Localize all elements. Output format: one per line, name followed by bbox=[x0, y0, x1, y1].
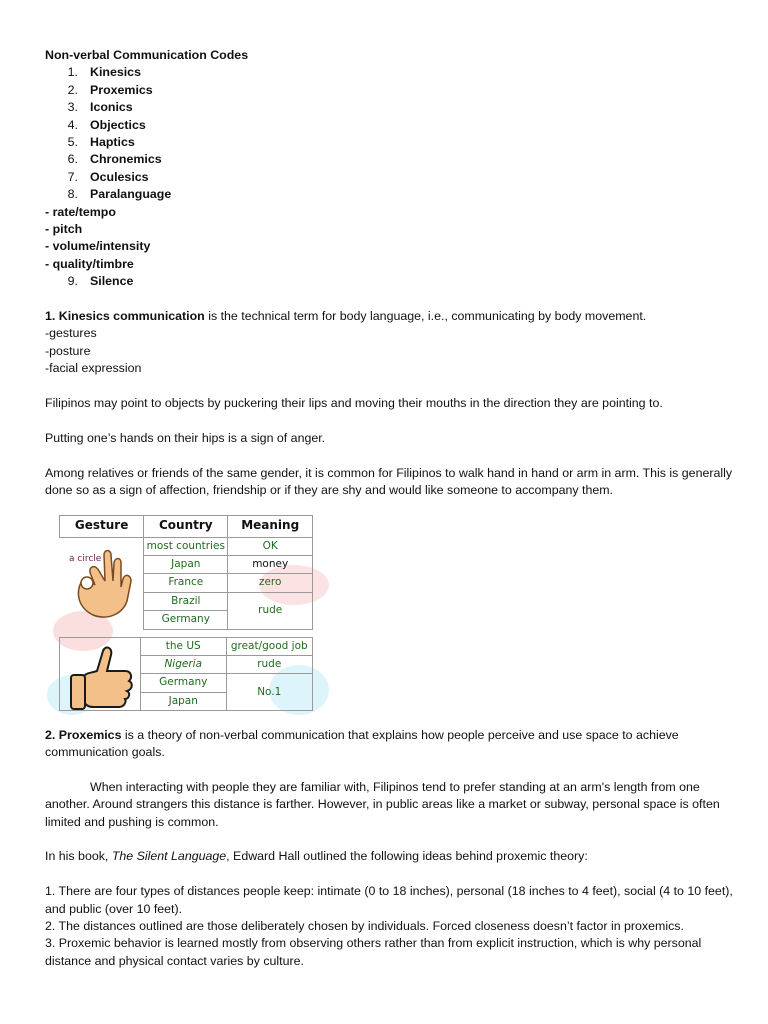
kinesics-item: -posture bbox=[45, 343, 91, 358]
table-cell: zero bbox=[228, 574, 313, 592]
table-cell: France bbox=[144, 574, 228, 592]
gesture-caption: a circle bbox=[69, 553, 102, 564]
column-header: Gesture bbox=[60, 515, 144, 537]
thumbs-up-gesture-icon bbox=[63, 643, 141, 713]
proxemics-paragraph: In his book, The Silent Language, Edward Hall outlined the following ideas behind proxemic theory: bbox=[45, 849, 588, 864]
table-cell: great/good job bbox=[226, 637, 312, 655]
list-item: 9. Silence bbox=[67, 274, 134, 289]
list-item: 3. Iconics bbox=[67, 100, 133, 115]
paralanguage-item: - rate/tempo bbox=[45, 204, 116, 219]
book-title: The Silent Language bbox=[111, 849, 227, 864]
proxemic-idea: 2. The distances outlined are those deliberately chosen by individuals. Forced closeness doesn’t factor in proxemics. bbox=[45, 918, 684, 933]
table-cell: money bbox=[228, 555, 313, 573]
table-cell: Germany bbox=[140, 674, 226, 692]
ok-hand-gesture-icon bbox=[65, 541, 141, 623]
table-cell: Nigeria bbox=[140, 655, 226, 673]
proxemic-idea: 1. There are four types of distances people keep: intimate (0 to 18 inches), personal (18 inches to 4 feet), social (4 to 10 feet), and public (over 10 feet). bbox=[45, 884, 733, 916]
paralanguage-item: - pitch bbox=[45, 222, 83, 237]
table-cell: Japan bbox=[140, 692, 226, 710]
list-item: 7. Oculesics bbox=[67, 169, 149, 184]
paralanguage-item: - volume/intensity bbox=[45, 239, 151, 254]
table-cell: Japan bbox=[144, 555, 228, 573]
list-item: 2. Proxemics bbox=[67, 82, 153, 97]
proxemic-idea: 3. Proxemic behavior is learned mostly from observing others rather than from explicit instruction, which is why personal distance and physical contact varies by culture. bbox=[45, 936, 702, 968]
codes-list bbox=[45, 64, 735, 203]
column-header: Meaning bbox=[228, 515, 313, 537]
list-item: 8. Paralanguage bbox=[67, 187, 172, 202]
table-cell: the US bbox=[140, 637, 226, 655]
table-cell: Germany bbox=[144, 611, 228, 629]
kinesics-paragraph: Filipinos may point to objects by puckering their lips and moving their mouths in the direction they are pointing to. bbox=[45, 396, 663, 411]
column-header: Country bbox=[144, 515, 228, 537]
proxemics-paragraph: When interacting with people they are familiar with, Filipinos tend to prefer standing at an arm's length from one another. Around strangers this distance is farther. However, in public areas like a market or subway, personal space is often limited and pushing is common. bbox=[45, 779, 720, 829]
table-cell: rude bbox=[226, 655, 312, 673]
table-cell: Brazil bbox=[144, 592, 228, 610]
list-item: 5. Haptics bbox=[67, 135, 135, 150]
list-item: 4. Objectics bbox=[67, 117, 146, 132]
paralanguage-item: - quality/timbre bbox=[45, 256, 134, 271]
table-cell: OK bbox=[228, 537, 313, 555]
kinesics-item: -gestures bbox=[45, 326, 97, 341]
list-item: 6. Chronemics bbox=[67, 152, 162, 167]
table-cell: most countries bbox=[144, 537, 228, 555]
gesture-table-figure bbox=[59, 515, 317, 717]
kinesics-item: -facial expression bbox=[45, 361, 142, 376]
kinesics-paragraph: Putting one’s hands on their hips is a sign of anger. bbox=[45, 430, 326, 445]
kinesics-paragraph: Among relatives or friends of the same gender, it is common for Filipinos to walk hand in hand or arm in arm. This is generally done so as a sign of affection, friendship or if they are shy and would like someone to accompany them. bbox=[45, 465, 733, 498]
codes-list-continued bbox=[45, 273, 735, 290]
kinesics-definition: 1. Kinesics communication is the technical term for body language, i.e., communicating by body movement. bbox=[45, 309, 647, 324]
page-heading: Non-verbal Communication Codes bbox=[45, 48, 249, 62]
document-page bbox=[45, 47, 735, 970]
list-item: 1. Kinesics bbox=[67, 65, 141, 80]
proxemics-definition: 2. Proxemics is a theory of non-verbal communication that explains how people perceive and use space to achieve communication goals. bbox=[45, 727, 679, 759]
table-cell: No.1 bbox=[226, 674, 312, 711]
table-cell: rude bbox=[228, 592, 313, 629]
